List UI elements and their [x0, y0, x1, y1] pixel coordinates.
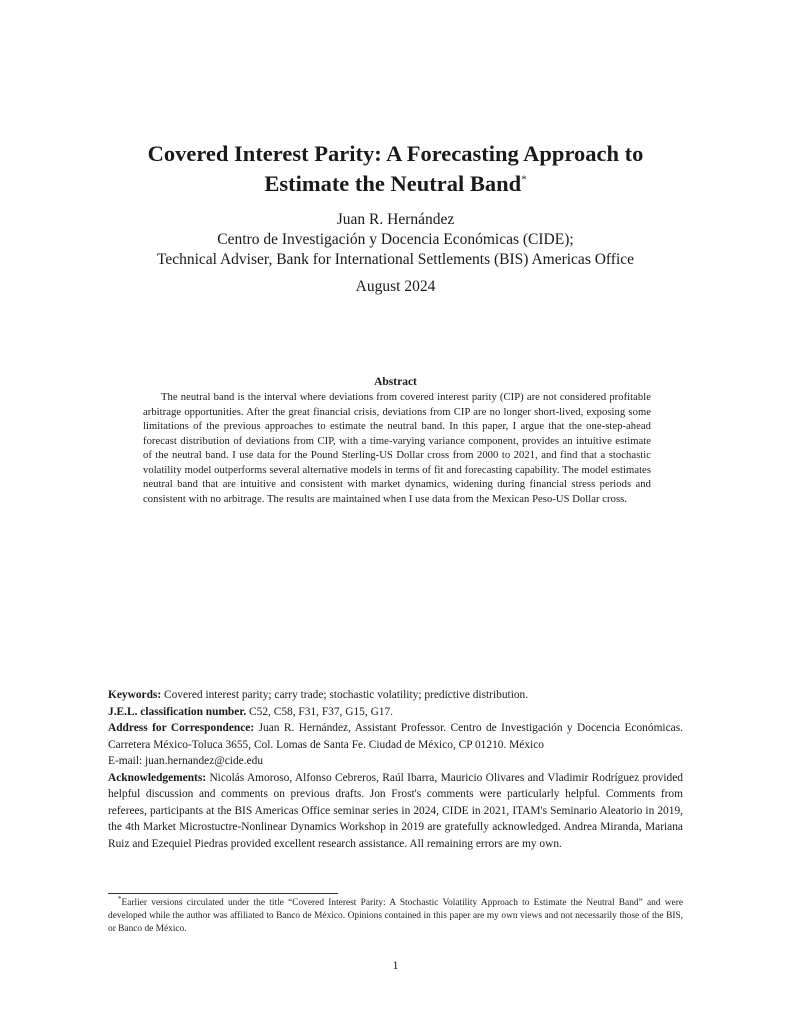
author-name: Juan R. Hernández	[336, 211, 455, 228]
footnote-text: Earlier versions circulated under the title “Covered Interest Parity: A Stochastic Volatility Approach to Estimate the Neutral Band” and were developed while the author was affiliated to Banco de México. Opinions contained in this paper are my own views and not necessarily those of the BIS, or Banco de México.	[108, 898, 683, 935]
title-line-1: Covered Interest Parity: A Forecasting Approach to	[147, 141, 644, 166]
abstract-heading: Abstract	[374, 376, 417, 388]
address-label: Address for Correspondence:	[108, 722, 255, 735]
address-text: Juan R. Hernández, Assistant Professor. Centro de Investigación y Docencia Económicas. Carretera México-Toluca 3655, Col. Lomas de Santa Fe. Ciudad de México, CP 01210. México	[108, 722, 683, 751]
jel-line	[108, 704, 683, 721]
keywords-label: Keywords:	[108, 689, 162, 701]
acknowledgements-line	[108, 770, 683, 853]
title-footnote-mark[interactable]: *	[521, 173, 527, 186]
page-number: 1	[392, 960, 399, 972]
publication-date: August 2024	[355, 278, 436, 295]
front-matter-meta	[108, 687, 683, 852]
title-line-2: Estimate the Neutral Band	[264, 171, 522, 196]
footnote-rule	[108, 893, 338, 894]
keywords-line	[108, 687, 683, 704]
author-affiliation-2: Technical Adviser, Bank for International Settlements (BIS) Americas Office	[156, 251, 635, 268]
author-affiliation-1: Centro de Investigación y Docencia Económicas (CIDE);	[217, 231, 574, 248]
footnote	[108, 894, 683, 937]
acknowledgements-label: Acknowledgements:	[108, 771, 207, 784]
email-line[interactable]: E-mail: juan.hernandez@cide.edu	[108, 755, 264, 768]
paper-title	[90, 139, 701, 199]
abstract-text: The neutral band is the interval where deviations from covered interest parity (CIP) are not considered profitable arbitrage opportunities. After the great financial crisis, deviations from CIP are no longer short-lived, exposing some limitations of the previous approaches to estimate the neutral band. In this paper, I argue that the one-step-ahead forecast distribution of deviations from CIP, with a time-varying variance component, provides an intuitive estimate of the neutral band. I use data for the Pound Sterling-US Dollar cross from 2000 to 2021, and find that a stochastic volatility model outperforms several alternative models in terms of fit and forecasting capability. The model estimates neutral band that are intuitive and consistent with market dynamics, widening during financial stress periods and consistent with no arbitrage. The results are maintained when I use data from the Mexican Peso-US Dollar cross.	[143, 392, 651, 505]
footnote-mark: *	[118, 894, 122, 903]
author-block	[60, 210, 731, 270]
jel-label: J.E.L. classification number.	[108, 705, 247, 718]
jel-text: C52, C58, F31, F37, G15, G17.	[249, 705, 394, 718]
acknowledgements-text: Nicolás Amoroso, Alfonso Cebreros, Raúl Ibarra, Mauricio Olivares and Vladimir Rodríguez provided helpful discussion and comments on previous drafts. Jon Frost's comments were particularly helpful. Comments from referees, participants at the BIS Americas Office seminar series in 2024, CIDE in 2021, ITAM's Seminario Aleatorio in 2019, the 4th Market Microstuctre-Nonlinear Dynamics Workshop in 2019 are gratefully acknowledged. Andrea Miranda, Mariana Ruiz and Ezequiel Piedras provided excellent research assistance. All remaining errors are my own.	[108, 771, 683, 850]
keywords-text: Covered interest parity; carry trade; stochastic volatility; predictive distribution.	[164, 689, 529, 701]
address-line	[108, 720, 683, 753]
